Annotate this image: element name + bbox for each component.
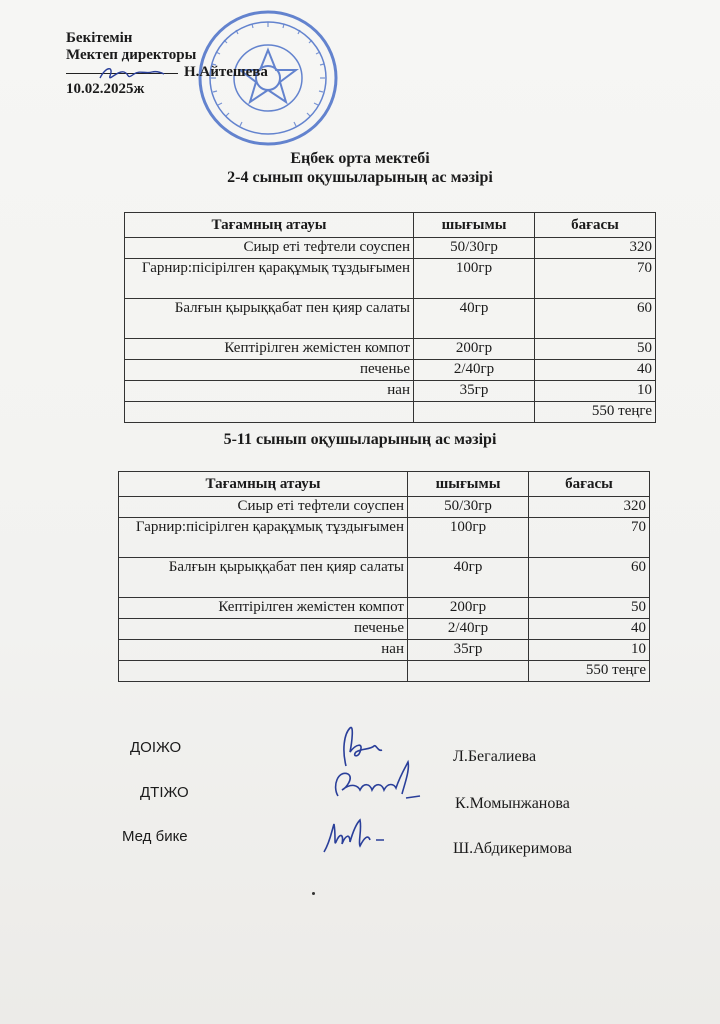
header-dish: Тағамның атауы bbox=[119, 472, 408, 497]
dish-name: Кептірілген жемістен компот bbox=[125, 339, 414, 360]
table-header-row bbox=[119, 472, 650, 497]
dish-output: 2/40гр bbox=[414, 360, 535, 381]
signature-icon bbox=[318, 812, 398, 860]
table-row bbox=[125, 381, 656, 402]
table-row bbox=[119, 598, 650, 619]
header-output: шығымы bbox=[414, 213, 535, 238]
dish-name: Гарнир:пісірілген қарақұмық тұздығымен bbox=[125, 259, 414, 299]
dish-output: 40гр bbox=[408, 558, 529, 598]
menu-table-5-11 bbox=[118, 471, 650, 682]
dish-output: 50/30гр bbox=[408, 497, 529, 518]
dish-output: 100гр bbox=[408, 518, 529, 558]
dish-output: 35гр bbox=[414, 381, 535, 402]
table-row bbox=[119, 640, 650, 661]
dish-name: нан bbox=[125, 381, 414, 402]
dish-price: 50 bbox=[535, 339, 656, 360]
dish-price: 70 bbox=[529, 518, 650, 558]
menu-heading bbox=[0, 149, 720, 187]
dish-name: Сиыр еті тефтели соуспен bbox=[125, 238, 414, 259]
dish-price: 40 bbox=[535, 360, 656, 381]
header-output: шығымы bbox=[408, 472, 529, 497]
ink-dot bbox=[312, 892, 315, 895]
table-row bbox=[119, 558, 650, 598]
dish-price: 320 bbox=[535, 238, 656, 259]
empty-cell bbox=[125, 402, 414, 423]
dish-price: 70 bbox=[535, 259, 656, 299]
header-price: бағасы bbox=[535, 213, 656, 238]
header-price: бағасы bbox=[529, 472, 650, 497]
dish-name: Сиыр еті тефтели соуспен bbox=[119, 497, 408, 518]
dish-price: 60 bbox=[535, 299, 656, 339]
director-name: Н.Айтешева bbox=[184, 64, 268, 80]
menu-table-2-4 bbox=[124, 212, 656, 423]
total-price: 550 теңге bbox=[529, 661, 650, 682]
total-row bbox=[119, 661, 650, 682]
signatory-role: Мед бике bbox=[122, 828, 188, 845]
dish-output: 100гр bbox=[414, 259, 535, 299]
signature-icon bbox=[328, 756, 428, 812]
table-header-row bbox=[125, 213, 656, 238]
signatory-role: ДОІЖО bbox=[130, 739, 182, 756]
signatory-role: ДТІЖО bbox=[140, 784, 189, 801]
dish-price: 60 bbox=[529, 558, 650, 598]
total-row bbox=[125, 402, 656, 423]
menu-title-1: 2-4 сынып оқушыларының ас мәзірі bbox=[227, 169, 493, 186]
dish-output: 40гр bbox=[414, 299, 535, 339]
director-signature-icon bbox=[96, 62, 166, 86]
signatory-name: Ш.Абдикеримова bbox=[453, 840, 572, 857]
table-row bbox=[125, 259, 656, 299]
dish-output: 50/30гр bbox=[414, 238, 535, 259]
dish-name: печенье bbox=[125, 360, 414, 381]
table-row bbox=[125, 238, 656, 259]
dish-name: Гарнир:пісірілген қарақұмық тұздығымен bbox=[119, 518, 408, 558]
dish-name: Кептірілген жемістен компот bbox=[119, 598, 408, 619]
dish-price: 10 bbox=[535, 381, 656, 402]
dish-name: Балғын қырыққабат пен қияр салаты bbox=[119, 558, 408, 598]
signatory-name: К.Момынжанова bbox=[455, 795, 570, 812]
dish-output: 35гр bbox=[408, 640, 529, 661]
table-row bbox=[119, 497, 650, 518]
empty-cell bbox=[414, 402, 535, 423]
table-row bbox=[125, 339, 656, 360]
dish-output: 2/40гр bbox=[408, 619, 529, 640]
dish-name: печенье bbox=[119, 619, 408, 640]
dish-price: 50 bbox=[529, 598, 650, 619]
empty-cell bbox=[408, 661, 529, 682]
dish-output: 200гр bbox=[408, 598, 529, 619]
menu-title-2: 5-11 сынып оқушыларының ас мәзірі bbox=[223, 431, 497, 448]
table-row bbox=[125, 360, 656, 381]
table-row bbox=[119, 518, 650, 558]
dish-name: Балғын қырыққабат пен қияр салаты bbox=[125, 299, 414, 339]
dish-name: нан bbox=[119, 640, 408, 661]
dish-price: 10 bbox=[529, 640, 650, 661]
dish-output: 200гр bbox=[414, 339, 535, 360]
approval-heading: Бекітемін bbox=[66, 30, 133, 46]
table-row bbox=[119, 619, 650, 640]
approval-position: Мектеп директоры bbox=[66, 47, 197, 63]
empty-cell bbox=[119, 661, 408, 682]
approval-date: 10.02.2025ж bbox=[66, 81, 145, 97]
signatory-name: Л.Бегалиева bbox=[453, 748, 537, 765]
dish-price: 320 bbox=[529, 497, 650, 518]
school-name: Еңбек орта мектебі bbox=[290, 150, 430, 167]
header-dish: Тағамның атауы bbox=[125, 213, 414, 238]
dish-price: 40 bbox=[529, 619, 650, 640]
table-row bbox=[125, 299, 656, 339]
total-price: 550 теңге bbox=[535, 402, 656, 423]
